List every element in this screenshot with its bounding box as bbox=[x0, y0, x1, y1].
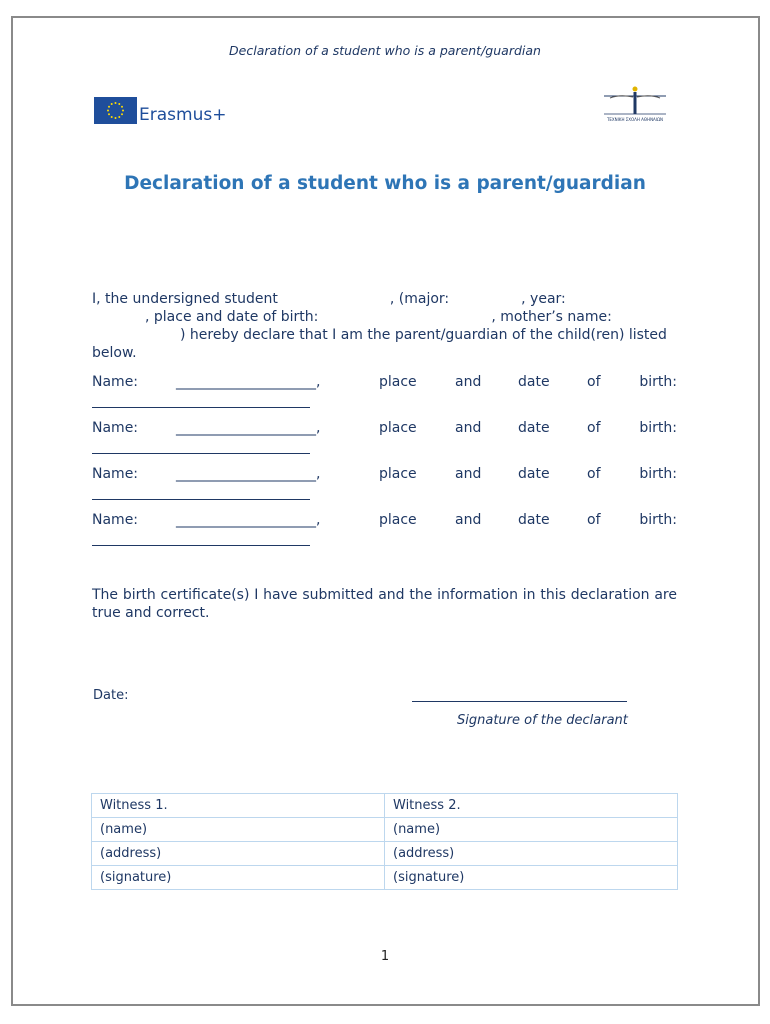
university-logo-caption: ΤΕΧΝΙΚΗ ΣΧΟΛΗ ΑΘΗΝΑΙΩΝ bbox=[606, 117, 664, 122]
child-birth-text-date: date bbox=[518, 374, 550, 390]
child-name-blank[interactable]: ____________________, bbox=[176, 512, 321, 528]
child-row bbox=[92, 420, 677, 460]
child-birth-text-date: date bbox=[518, 420, 550, 436]
child-birth-text-place: place bbox=[379, 512, 417, 528]
intro-part-1: I, the undersigned student bbox=[92, 291, 278, 307]
child-name-label: Name: bbox=[92, 374, 139, 390]
child-row bbox=[92, 466, 677, 506]
child-birth-blank[interactable] bbox=[92, 453, 310, 454]
truth-statement: The birth certificate(s) I have submitted and the information in this declaration are true and correct. bbox=[92, 587, 677, 621]
witness-2-header: Witness 2. bbox=[385, 794, 678, 818]
running-header: Declaration of a student who is a parent/guardian bbox=[229, 43, 541, 58]
declaration-intro bbox=[92, 290, 677, 362]
child-birth-text-and: and bbox=[455, 512, 482, 528]
child-name-label: Name: bbox=[92, 466, 139, 482]
page-number: 1 bbox=[380, 949, 390, 964]
intro-part-6: ) hereby declare that I am the parent/guardian of the child(ren) listed below. bbox=[92, 327, 667, 361]
witness-1-header: Witness 1. bbox=[92, 794, 385, 818]
child-name-label: Name: bbox=[92, 420, 139, 436]
table-row bbox=[92, 818, 678, 842]
child-birth-text-place: place bbox=[379, 466, 417, 482]
intro-part-4: , place and date of birth: bbox=[145, 309, 319, 325]
eu-flag-icon bbox=[94, 97, 137, 124]
child-birth-blank[interactable] bbox=[92, 499, 310, 500]
child-birth-text-birth: birth: bbox=[639, 466, 677, 482]
witness-table bbox=[91, 793, 678, 890]
child-row bbox=[92, 512, 677, 552]
witness-2-signature-cell[interactable]: (signature) bbox=[385, 866, 678, 890]
child-birth-text-place: place bbox=[379, 420, 417, 436]
witness-2-address-cell[interactable]: (address) bbox=[385, 842, 678, 866]
child-birth-text-place: place bbox=[379, 374, 417, 390]
signature-caption: Signature of the declarant bbox=[457, 713, 628, 728]
child-row bbox=[92, 374, 677, 414]
intro-part-3: , year: bbox=[521, 291, 566, 307]
table-row bbox=[92, 866, 678, 890]
witness-1-signature-cell[interactable]: (signature) bbox=[92, 866, 385, 890]
child-birth-text-birth: birth: bbox=[639, 374, 677, 390]
child-birth-text-and: and bbox=[455, 420, 482, 436]
child-birth-text-birth: birth: bbox=[639, 420, 677, 436]
child-birth-text-date: date bbox=[518, 512, 550, 528]
child-birth-text-birth: birth: bbox=[639, 512, 677, 528]
child-birth-text-of: of bbox=[587, 374, 601, 390]
child-name-blank[interactable]: ____________________, bbox=[176, 374, 321, 390]
child-name-label: Name: bbox=[92, 512, 139, 528]
witness-1-name-cell[interactable]: (name) bbox=[92, 818, 385, 842]
witness-1-address-cell[interactable]: (address) bbox=[92, 842, 385, 866]
child-birth-blank[interactable] bbox=[92, 545, 310, 546]
child-name-blank[interactable]: ____________________, bbox=[176, 420, 321, 436]
date-label: Date: bbox=[93, 688, 129, 703]
child-birth-text-date: date bbox=[518, 466, 550, 482]
child-birth-text-and: and bbox=[455, 466, 482, 482]
intro-part-2: , (major: bbox=[389, 291, 450, 307]
child-birth-blank[interactable] bbox=[92, 407, 310, 408]
child-birth-text-and: and bbox=[455, 374, 482, 390]
document-title: Declaration of a student who is a parent/guardian bbox=[124, 173, 646, 194]
witness-header-row bbox=[92, 794, 678, 818]
witness-2-name-cell[interactable]: (name) bbox=[385, 818, 678, 842]
child-birth-text-of: of bbox=[587, 466, 601, 482]
child-name-blank[interactable]: ____________________, bbox=[176, 466, 321, 482]
university-logo-icon bbox=[600, 84, 670, 124]
signature-line[interactable] bbox=[412, 701, 627, 702]
intro-part-5: , mother’s name: bbox=[491, 309, 612, 325]
child-birth-text-of: of bbox=[587, 420, 601, 436]
child-birth-text-of: of bbox=[587, 512, 601, 528]
erasmus-logo-text: Erasmus+ bbox=[139, 105, 227, 125]
table-row bbox=[92, 842, 678, 866]
